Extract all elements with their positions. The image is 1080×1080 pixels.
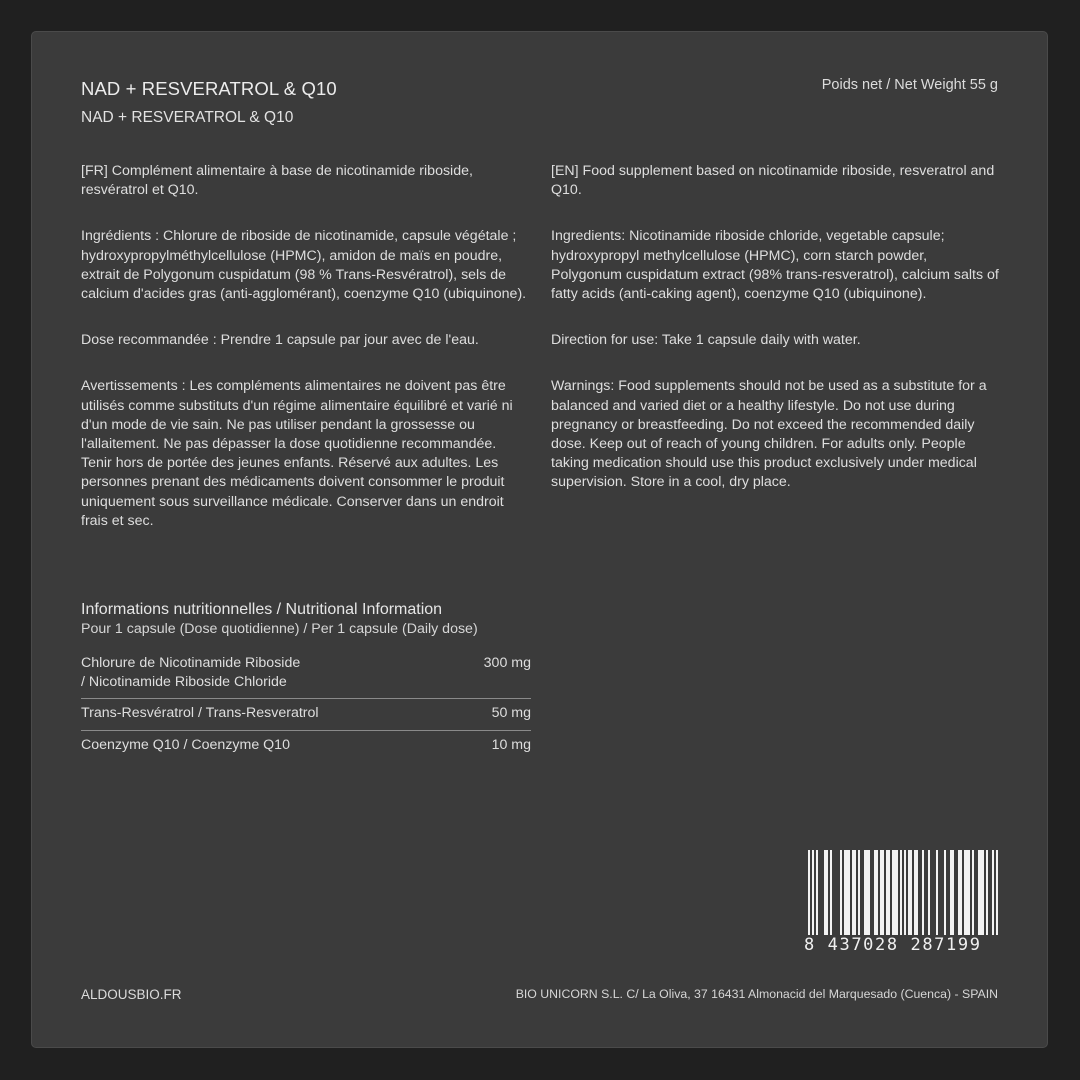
- nutrient-name: Coenzyme Q10 / Coenzyme Q10: [81, 736, 290, 753]
- barcode-bar: [972, 850, 974, 942]
- barcode-bar: [908, 850, 910, 942]
- nutrition-subtitle: Pour 1 capsule (Dose quotidienne) / Per 1 capsule (Daily dose): [81, 621, 478, 637]
- barcode-bar: [844, 850, 846, 942]
- nutrition-section: [81, 599, 531, 761]
- barcode: [804, 850, 1002, 960]
- en-ingredients: Ingredients: Nicotinamide riboside chloride, vegetable capsule; hydroxypropyl methylcellulose (HPMC), corn starch powder, Polygonum cuspidatum extract (98% trans-resveratrol), calcium salts of fatty acids (anti-caking agent), coenzyme Q10 (ubiquinone).: [551, 228, 999, 303]
- barcode-number: 8 437028 287199: [804, 935, 1002, 955]
- barcode-bar: [824, 850, 826, 942]
- barcode-bar: [830, 850, 832, 942]
- barcode-bar: [808, 850, 810, 942]
- fr-ingredients: Ingrédients : Chlorure de riboside de nicotinamide, capsule végétale ; hydroxypropylméthylcellulose (HPMC), amidon de maïs en poudre, extrait de Polygonum cuspidatum (98 % Trans-Resvératrol), sels de calcium d'acides gras (anti-agglomérant), coenzyme Q10 (ubiquinone).: [81, 228, 527, 303]
- barcode-bar: [882, 850, 884, 942]
- nutrition-table: [81, 654, 531, 761]
- barcode-bar: [980, 850, 982, 942]
- nutrient-amount: 50 mg: [491, 705, 531, 722]
- barcode-bar: [986, 850, 988, 942]
- barcode-bar: [896, 850, 898, 942]
- product-subtitle: NAD + RESVERATROL & Q10: [81, 109, 294, 126]
- barcode-bar: [928, 850, 930, 942]
- barcode-bar: [888, 850, 890, 942]
- fr-dose: Dose recommandée : Prendre 1 capsule par jour avec de l'eau.: [81, 332, 479, 349]
- en-warnings: Warnings: Food supplements should not be used as a substitute for a balanced and varied diet or a healthy lifestyle. Do not use during pregnancy or breastfeeding. Do not exceed the recommended daily dose. Keep out of reach of young children. For adults only. People taking medication should use this product exclusively under medical supervision. Store in a cool, dry place.: [551, 378, 987, 491]
- english-column: [551, 162, 999, 520]
- barcode-bar: [880, 850, 882, 942]
- barcode-bar: [854, 850, 856, 942]
- barcode-bar: [900, 850, 902, 942]
- barcode-bar: [858, 850, 860, 942]
- fr-description: [FR] Complément alimentaire à base de nicotinamide riboside, resvératrol et Q10.: [81, 163, 473, 199]
- nutrition-row: [81, 699, 531, 730]
- en-description: [EN] Food supplement based on nicotinamide riboside, resveratrol and Q10.: [551, 163, 995, 199]
- barcode-bar: [910, 850, 912, 942]
- barcode-bar: [964, 850, 966, 942]
- nutrition-row: [81, 654, 531, 699]
- barcode-bar: [960, 850, 962, 942]
- barcode-bar: [876, 850, 878, 942]
- barcode-bar: [894, 850, 896, 942]
- nutrient-name: Trans-Resvératrol / Trans-Resveratrol: [81, 705, 319, 722]
- nutrient-amount: 300 mg: [483, 655, 531, 671]
- barcode-bar: [922, 850, 924, 942]
- barcode-bar: [968, 850, 970, 942]
- barcode-bar: [816, 850, 818, 942]
- barcode-bar: [874, 850, 876, 942]
- barcode-bar: [868, 850, 870, 942]
- barcode-bar: [892, 850, 894, 942]
- nutrient-name: Chlorure de Nicotinamide Riboside / Nicotinamide Riboside Chloride: [81, 655, 301, 691]
- label-panel: [31, 31, 1048, 1048]
- barcode-bar: [852, 850, 854, 942]
- french-column: [81, 162, 529, 558]
- net-weight: Poids net / Net Weight 55 g: [821, 77, 998, 93]
- nutrition-title: Informations nutritionnelles / Nutritional Information: [81, 601, 443, 618]
- barcode-bar: [826, 850, 828, 942]
- barcode-bar: [812, 850, 814, 942]
- barcode-bar: [966, 850, 968, 942]
- barcode-bar: [864, 850, 866, 942]
- barcode-bars: [804, 850, 1002, 942]
- barcode-bar: [992, 850, 994, 942]
- barcode-bar: [846, 850, 848, 942]
- fr-warnings: Avertissements : Les compléments alimentaires ne doivent pas être utilisés comme substituts d'un régime alimentaire équilibré et varié ni d'un mode de vie sain. Ne pas utiliser pendant la grossesse ou l'allaitement. Ne pas dépasser la dose quotidienne recommandée. Tenir hors de portée des jeunes enfants. Réservé aux adultes. Les personnes prenant des médicaments doivent consommer le produit uniquement sous surveillance médicale. Conserver dans un endroit frais et sec.: [81, 378, 513, 529]
- barcode-bar: [950, 850, 952, 942]
- barcode-bar: [958, 850, 960, 942]
- nutrition-row: [81, 731, 531, 761]
- barcode-bar: [904, 850, 906, 942]
- barcode-bar: [978, 850, 980, 942]
- barcode-bar: [866, 850, 868, 942]
- website-link: ALDOUSBIO.FR: [81, 987, 182, 1002]
- barcode-bar: [840, 850, 842, 942]
- barcode-bar: [914, 850, 916, 942]
- barcode-bar: [848, 850, 850, 942]
- barcode-bar: [982, 850, 984, 942]
- barcode-bar: [936, 850, 938, 942]
- barcode-bar: [944, 850, 946, 942]
- en-dose: Direction for use: Take 1 capsule daily with water.: [551, 332, 861, 349]
- barcode-bar: [886, 850, 888, 942]
- company-address: BIO UNICORN S.L. C/ La Oliva, 37 16431 Almonacid del Marquesado (Cuenca) - SPAIN: [515, 987, 998, 1001]
- barcode-bar: [996, 850, 998, 942]
- barcode-bar: [916, 850, 918, 942]
- nutrient-amount: 10 mg: [491, 736, 531, 753]
- barcode-bar: [952, 850, 954, 942]
- product-title: NAD + RESVERATROL & Q10: [81, 78, 337, 99]
